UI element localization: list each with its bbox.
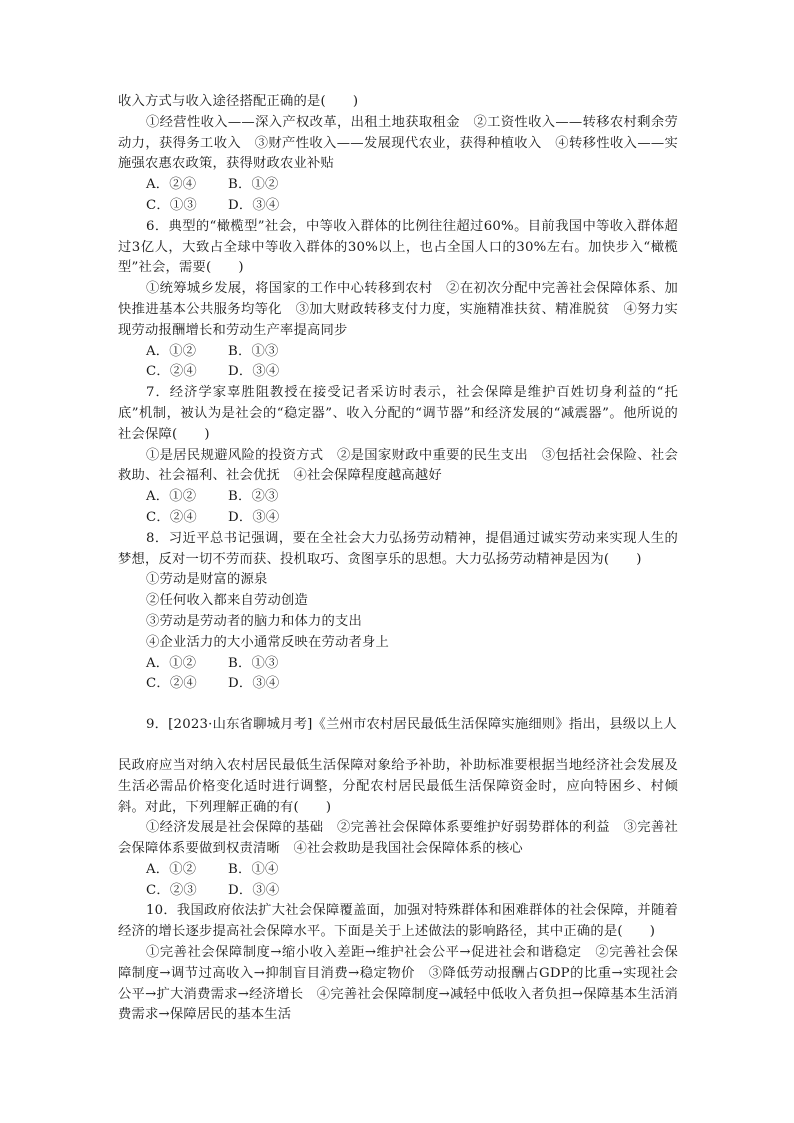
q9-option-b[interactable]: B．①④ <box>228 861 279 877</box>
q6-stem: 6．典型的“橄榄型”社会，中等收入群体的比例往往超过60%。目前我国中等收入群体超过3亿人，大致占全球中等收入群体的30%以上，也占全国人口的30%左右。加快步入“橄榄型”社会，需要( ) <box>118 218 678 276</box>
q8-options-row-2 <box>118 674 678 695</box>
q8-option-a[interactable]: A．①② <box>146 655 197 671</box>
q7-statements: ①是居民规避风险的投资方式 ②是国家财政中重要的民生支出 ③包括社会保险、社会救助、社会福利、社会优抚 ④社会保障程度越高越好 <box>118 447 678 484</box>
q8-statement-3: ③劳动是劳动者的脑力和体力的支出 <box>146 613 362 629</box>
q6-options-row-2 <box>118 362 678 383</box>
q6-option-c[interactable]: C．②④ <box>146 364 197 380</box>
q10-stem: 10．我国政府依法扩大社会保障覆盖面，加强对特殊群体和困难群体的社会保障，并随着经济的增长逐步提高社会保障水平。下面是关于上述做法的影响路径，其中正确的是( ) <box>118 903 678 940</box>
q8-option-c[interactable]: C．②④ <box>146 676 197 692</box>
q7-option-b[interactable]: B．②③ <box>228 489 279 505</box>
q8-statement-4: ④企业活力的大小通常反映在劳动者身上 <box>146 634 389 650</box>
q9-option-a[interactable]: A．①② <box>146 861 197 877</box>
q7-option-c[interactable]: C．②④ <box>146 509 197 525</box>
q7-options-row-1 <box>118 487 678 508</box>
q9-option-c[interactable]: C．②③ <box>146 882 197 898</box>
q5-statements: ①经营性收入——深入产权改革，出租土地获取租金 ②工资性收入——转移农村剩余劳动力，获得务工收入 ③财产性收入——发展现代农业，获得种植收入 ④转移性收入——实施强农惠农政策，获得财政农业补贴 <box>118 114 678 172</box>
q7-stem: 7．经济学家辜胜阻教授在接受记者采访时表示，社会保障是维护百姓切身利益的“托底”机制，被认为是社会的“稳定器”、收入分配的“调节器”和经济发展的“减震器”。他所说的社会保障( ) <box>118 385 678 442</box>
spacer <box>118 695 678 715</box>
q6-options-row-1 <box>118 342 678 363</box>
q8-option-b[interactable]: B．①③ <box>228 655 279 671</box>
q8-option-d[interactable]: D．③④ <box>228 676 280 692</box>
q9-stem-tail: 民政府应当对纳入农村居民最低生活保障对象给予补助，补助标准要根据当地经济社会发展及生活必需品价格变化适时进行调整，分配农村居民最低生活保障资金时，应向特困乡、村倾斜。对此，下列理解正确的有( ) <box>118 757 678 815</box>
q9-stem-head: 9．[2023·山东省聊城月考]《兰州市农村居民最低生活保障实施细则》指出，县级以上人 <box>146 717 677 733</box>
q7-option-d[interactable]: D．③④ <box>228 509 280 525</box>
q5-stem: 收入方式与收入途径搭配正确的是( ) <box>118 94 359 109</box>
q10-statements: ①完善社会保障制度→缩小收入差距→维护社会公平→促进社会和谐稳定 ②完善社会保障制度→调节过高收入→抑制盲目消费→稳定物价 ③降低劳动报酬占GDP的比重→实现社会公平→扩大消费需求→经济增长 ④完善社会保障制度→减轻中低收入者负担→保障基本生活消费需求→保障居民的基本生活 <box>118 945 678 1023</box>
q9-statements: ①经济发展是社会保障的基础 ②完善社会保障体系要维护好弱势群体的利益 ③完善社会保障体系要做到权责清晰 ④社会救助是我国社会保障体系的核心 <box>118 820 678 857</box>
q8-stem: 8．习近平总书记强调，要在全社会大力弘扬劳动精神，提倡通过诚实劳动来实现人生的梦想，反对一切不劳而获、投机取巧、贪图享乐的思想。大力弘扬劳动精神是因为( ) <box>118 530 678 567</box>
q8-statement-2: ②任何收入都来自劳动创造 <box>146 593 308 609</box>
q5-options-row-2 <box>118 196 678 217</box>
q5-option-b[interactable]: B．①② <box>228 177 279 193</box>
q6-option-a[interactable]: A．①② <box>146 343 197 359</box>
q6-statements: ①统筹城乡发展，将国家的工作中心转移到农村 ②在初次分配中完善社会保障体系、加快推进基本公共服务均等化 ③加大财政转移支付力度，实施精准扶贫、精准脱贫 ④努力实现劳动报酬增长和劳动生产率提高同步 <box>118 281 678 338</box>
q6-option-b[interactable]: B．①③ <box>228 343 279 359</box>
q9-options-row-2 <box>118 881 678 902</box>
q6-option-d[interactable]: D．③④ <box>228 364 280 380</box>
q8-options-row-1 <box>118 654 678 675</box>
q5-option-c[interactable]: C．①③ <box>146 197 197 213</box>
q7-option-a[interactable]: A．①② <box>146 489 197 505</box>
q9-options-row-1 <box>118 860 678 881</box>
q9-option-d[interactable]: D．③④ <box>228 882 280 898</box>
q8-statement-1: ①劳动是财富的源泉 <box>146 572 268 588</box>
q5-options-row-1 <box>118 175 678 196</box>
document-page <box>118 92 678 1026</box>
q5-option-a[interactable]: A．②④ <box>146 177 197 193</box>
spacer <box>118 736 678 756</box>
q5-option-d[interactable]: D．③④ <box>228 197 280 213</box>
q7-options-row-2 <box>118 508 678 529</box>
